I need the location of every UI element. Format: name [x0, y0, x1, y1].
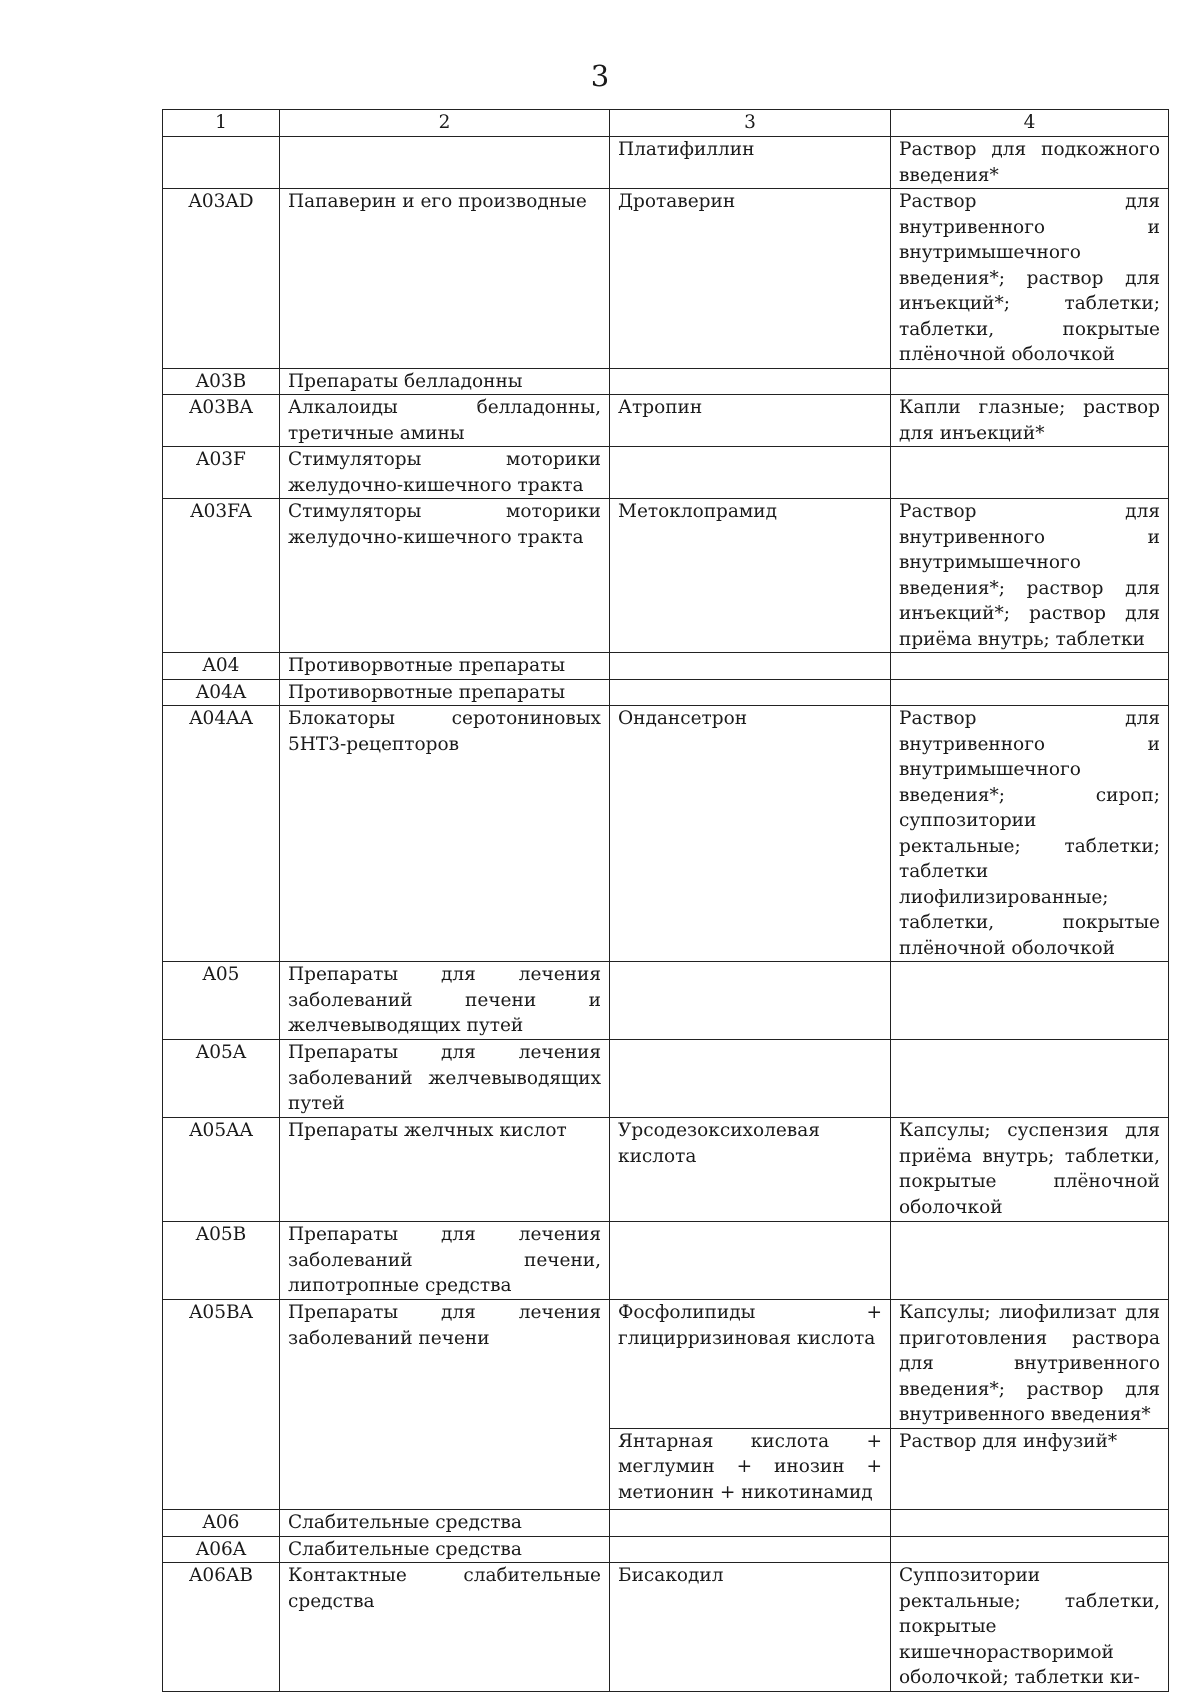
drug-name-cell: Метоклопрамид — [610, 499, 891, 653]
drug-name-cell: Атропин — [610, 395, 891, 447]
column-header: 1 — [163, 110, 280, 137]
dosage-form-cell: Раствор для внутривенного и внутримышечного введения*; сироп; суппозитории ректальные; таблетки; таблетки лиофилизированные; таблетки, покрытые плёночной оболочкой — [891, 706, 1169, 962]
dosage-form-cell — [891, 368, 1169, 395]
drug-name-cell — [610, 1040, 891, 1118]
group-cell: Препараты белладонны — [280, 368, 610, 395]
drug-name-cell — [610, 368, 891, 395]
atc-code-cell: A06 — [163, 1509, 280, 1536]
dosage-form-cell: Капсулы; лиофилизат для приготовления раствора для внутривенного введения*; раствор для внутривенного введения* — [891, 1300, 1169, 1429]
table-row — [163, 1536, 1169, 1563]
table-row — [163, 1040, 1169, 1118]
group-cell: Препараты для лечения заболеваний печени, липотропные средства — [280, 1222, 610, 1300]
dosage-form-cell — [891, 1509, 1169, 1536]
atc-code-cell: A03FA — [163, 499, 280, 653]
atc-code-cell: A06A — [163, 1536, 280, 1563]
group-cell: Стимуляторы моторики желудочно-кишечного тракта — [280, 447, 610, 499]
dosage-form-cell: Раствор для внутривенного и внутримышечного введения*; раствор для инъекций*; раствор для приёма внутрь; таблетки — [891, 499, 1169, 653]
group-cell: Стимуляторы моторики желудочно-кишечного тракта — [280, 499, 610, 653]
drug-name-cell: Янтарная кислота + меглумин + инозин + метионин + никотинамид — [610, 1428, 891, 1509]
table-row — [163, 447, 1169, 499]
table-row — [163, 1563, 1169, 1692]
drug-name-cell — [610, 1536, 891, 1563]
table-row — [163, 1509, 1169, 1536]
table-row — [163, 706, 1169, 962]
drug-name-cell: Платифиллин — [610, 137, 891, 189]
atc-code-cell: A04 — [163, 653, 280, 680]
group-cell: Препараты желчных кислот — [280, 1118, 610, 1222]
table-row — [163, 189, 1169, 369]
drug-name-cell — [610, 679, 891, 706]
drug-name-cell — [610, 447, 891, 499]
atc-code-cell: A05B — [163, 1222, 280, 1300]
drug-table — [162, 109, 1169, 1692]
table-row — [163, 395, 1169, 447]
atc-code-cell: A03BA — [163, 395, 280, 447]
table-row — [163, 679, 1169, 706]
dosage-form-cell: Раствор для внутривенного и внутримышечного введения*; раствор для инъекций*; таблетки; таблетки, покрытые плёночной оболочкой — [891, 189, 1169, 369]
dosage-form-cell — [891, 653, 1169, 680]
dosage-form-cell: Капсулы; суспензия для приёма внутрь; таблетки, покрытые плёночной оболочкой — [891, 1118, 1169, 1222]
drug-name-cell — [610, 1222, 891, 1300]
group-cell: Слабительные средства — [280, 1536, 610, 1563]
table-row — [163, 137, 1169, 189]
atc-code-cell: A05BA — [163, 1300, 280, 1510]
drug-name-cell: Дротаверин — [610, 189, 891, 369]
atc-code-cell: A06AB — [163, 1563, 280, 1692]
group-cell — [280, 137, 610, 189]
atc-code-cell: A03AD — [163, 189, 280, 369]
group-cell: Противорвотные препараты — [280, 679, 610, 706]
table-row — [163, 653, 1169, 680]
drug-name-cell: Ондансетрон — [610, 706, 891, 962]
atc-code-cell: A04AA — [163, 706, 280, 962]
atc-code-cell: A03F — [163, 447, 280, 499]
drug-name-cell — [610, 653, 891, 680]
dosage-form-cell — [891, 447, 1169, 499]
group-cell: Препараты для лечения заболеваний желчевыводящих путей — [280, 1040, 610, 1118]
group-cell: Папаверин и его производные — [280, 189, 610, 369]
column-header: 2 — [280, 110, 610, 137]
table-row — [163, 499, 1169, 653]
drug-name-cell: Бисакодил — [610, 1563, 891, 1692]
group-cell: Контактные слабительные средства — [280, 1563, 610, 1692]
dosage-form-cell — [891, 962, 1169, 1040]
dosage-form-cell: Суппозитории ректальные; таблетки, покрытые кишечнорастворимой оболочкой; таблетки ки- — [891, 1563, 1169, 1692]
column-header: 3 — [610, 110, 891, 137]
dosage-form-cell: Капли глазные; раствор для инъекций* — [891, 395, 1169, 447]
page-number: 3 — [590, 59, 610, 93]
drug-name-cell: Фосфолипиды + глицирризиновая кислота — [610, 1300, 891, 1429]
table-row — [163, 368, 1169, 395]
atc-code-cell: A05AA — [163, 1118, 280, 1222]
table-row — [163, 1222, 1169, 1300]
dosage-form-cell: Раствор для подкожного введения* — [891, 137, 1169, 189]
group-cell: Противорвотные препараты — [280, 653, 610, 680]
dosage-form-cell — [891, 1222, 1169, 1300]
group-cell: Препараты для лечения заболеваний печени и желчевыводящих путей — [280, 962, 610, 1040]
drug-name-cell — [610, 1509, 891, 1536]
table-row — [163, 1300, 1169, 1429]
dosage-form-cell: Раствор для инфузий* — [891, 1428, 1169, 1509]
group-cell: Препараты для лечения заболеваний печени — [280, 1300, 610, 1510]
atc-code-cell: A03B — [163, 368, 280, 395]
table-row — [163, 1118, 1169, 1222]
dosage-form-cell — [891, 679, 1169, 706]
table-header-row — [163, 110, 1169, 137]
table-body — [163, 137, 1169, 1692]
group-cell: Блокаторы серотониновых 5HT3-рецепторов — [280, 706, 610, 962]
table-row — [163, 962, 1169, 1040]
group-cell: Алкалоиды белладонны, третичные амины — [280, 395, 610, 447]
dosage-form-cell — [891, 1040, 1169, 1118]
drug-name-cell: Урсодезоксихолевая кислота — [610, 1118, 891, 1222]
dosage-form-cell — [891, 1536, 1169, 1563]
drug-name-cell — [610, 962, 891, 1040]
group-cell: Слабительные средства — [280, 1509, 610, 1536]
atc-code-cell: A05A — [163, 1040, 280, 1118]
column-header: 4 — [891, 110, 1169, 137]
atc-code-cell: A04A — [163, 679, 280, 706]
atc-code-cell: A05 — [163, 962, 280, 1040]
atc-code-cell — [163, 137, 280, 189]
